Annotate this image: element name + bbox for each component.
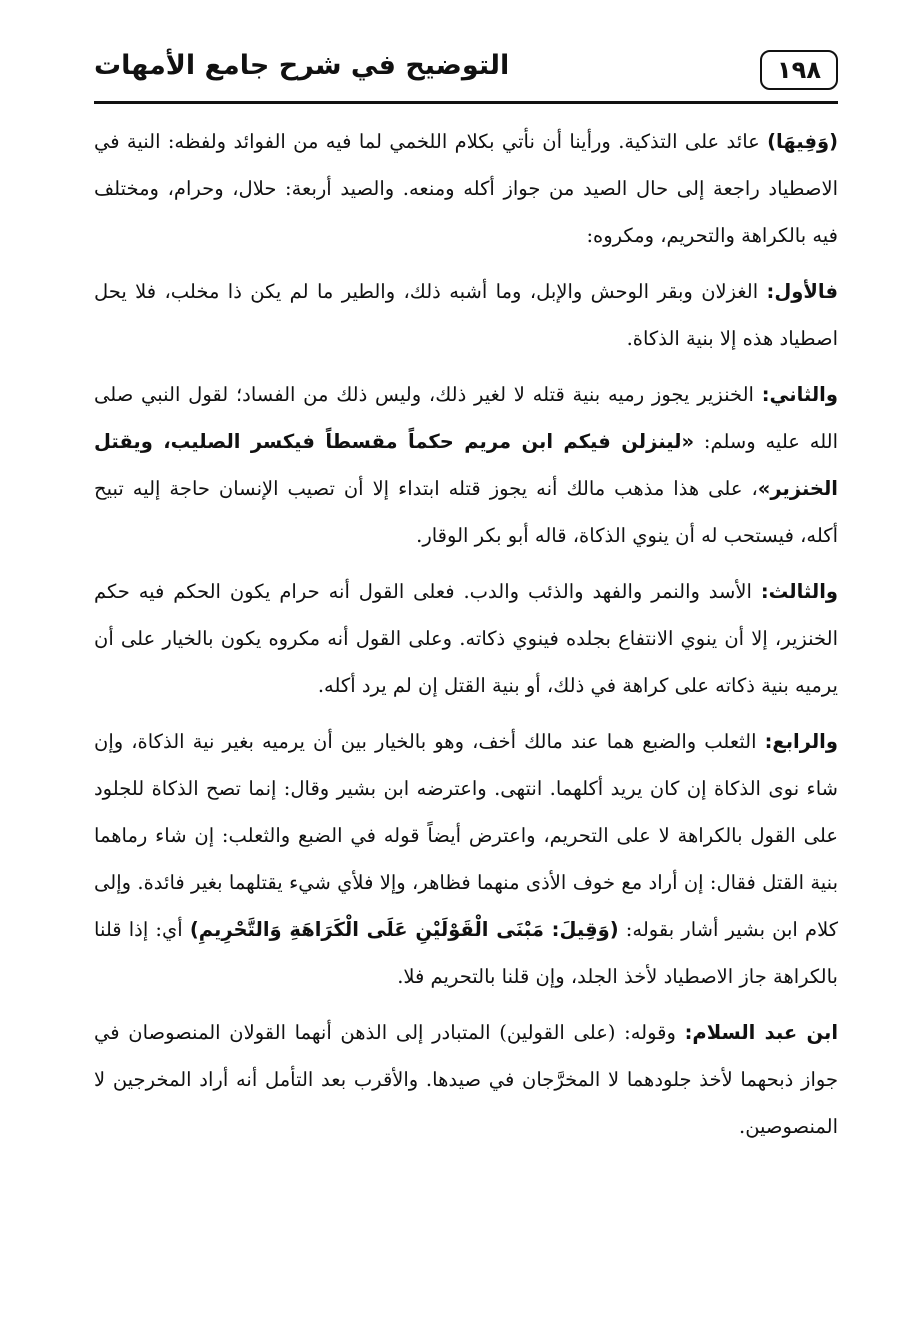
paragraph-text: الثعلب والضبع هما عند مالك أخف، وهو بالخيار بين أن يرميه بغير نية الذكاة، وإن شاء نوى الذكاة إن كان يريد أكلهما. انتهى. واعترضه ابن بشير وقال: إنما تصح الذكاة للجلود على القول بالكراهة لا على التحريم، واعترض أيضاً قوله في الضبع والثعلب: إن شاء رماهما بنية القتل فقال: إن أراد مع خوف الأذى منهما فظاهر، وإلا فلأي شيء يقتلهما بغير فائدة. وإلى كلام ابن بشير أشار بقوله:: [94, 730, 838, 941]
paragraph-lead: ابن عبد السلام:: [684, 1021, 839, 1044]
page-header: [94, 46, 838, 102]
paragraph-text: الأسد والنمر والفهد والذئب والدب. فعلى القول أنه حرام يكون الحكم فيه حكم الخنزير، إلا أن ينوي الانتفاع بجلده فينوي ذكاته. وعلى القول أنه مكروه يكون بالخيار على أن يرميه بنية ذكاته على كراهة في ذلك، أو بنية القتل إن لم يرد أكله.: [94, 580, 838, 697]
paragraph-1: [94, 118, 838, 259]
page-number: ١٩٨: [760, 50, 838, 90]
paragraph-text: الخنزير يجوز رميه بنية قتله لا لغير ذلك، وليس ذلك من الفساد؛ لقول النبي صلى الله عليه وسلم:: [94, 383, 839, 453]
paragraph-6: [94, 1009, 838, 1150]
paragraph-lead: (وَفِيهَا): [767, 130, 838, 153]
matn-quote: (وَقِيلَ: مَبْنَى الْقَوْلَيْنِ عَلَى الْكَرَاهَةِ وَالتَّحْرِيمِ): [189, 918, 619, 941]
paragraph-text: أي: إذا قلنا بالكراهة جاز الاصطياد لأخذ الجلد، وإن قلنا بالتحريم فلا.: [94, 918, 838, 988]
paragraph-lead: والثالث:: [760, 580, 838, 603]
hadith-quote: «لينزلن فيكم ابن مريم حكماً مقسطاً فيكسر الصليب، ويقتل الخنزير»: [94, 430, 838, 500]
paragraph-3: [94, 371, 838, 559]
running-title: التوضيح في شرح جامع الأمهات: [94, 50, 510, 81]
paragraph-2: [94, 268, 838, 362]
paragraph-text: وقوله: (على القولين) المتبادر إلى الذهن أنهما القولان المنصوصان في جواز ذبحهما لأخذ جلودهما لا المخرَّجان في صيدها. والأقرب بعد التأمل أنه أراد المخرجين لا المنصوصين.: [94, 1021, 838, 1138]
paragraph-5: [94, 718, 838, 1000]
paragraph-4: [94, 568, 838, 709]
paragraph-lead: فالأول:: [766, 280, 838, 303]
paragraph-text: ، على هذا مذهب مالك أنه يجوز قتله ابتداء إلا أن تصيب الإنسان حاجة إليه تبيح أكله، فيستحب له أن ينوي الذكاة، قاله أبو بكر الوقار.: [94, 477, 838, 547]
page-body: [94, 118, 838, 1159]
paragraph-text: عائد على التذكية. ورأينا أن نأتي بكلام اللخمي لما فيه من الفوائد ولفظه: النية في الاصطياد راجعة إلى حال الصيد من جواز أكله ومنعه. والصيد أربعة: حلال، وحرام، ومختلف فيه بالكراهة والتحريم، ومكروه:: [94, 130, 838, 247]
paragraph-text: الغزلان وبقر الوحش والإبل، وما أشبه ذلك، والطير ما لم يكن ذا مخلب، فلا يحل اصطياد هذه إلا بنية الذكاة.: [94, 280, 838, 350]
header-rule: [94, 101, 838, 104]
paragraph-lead: والثاني:: [761, 383, 838, 406]
paragraph-lead: والرابع:: [764, 730, 838, 753]
